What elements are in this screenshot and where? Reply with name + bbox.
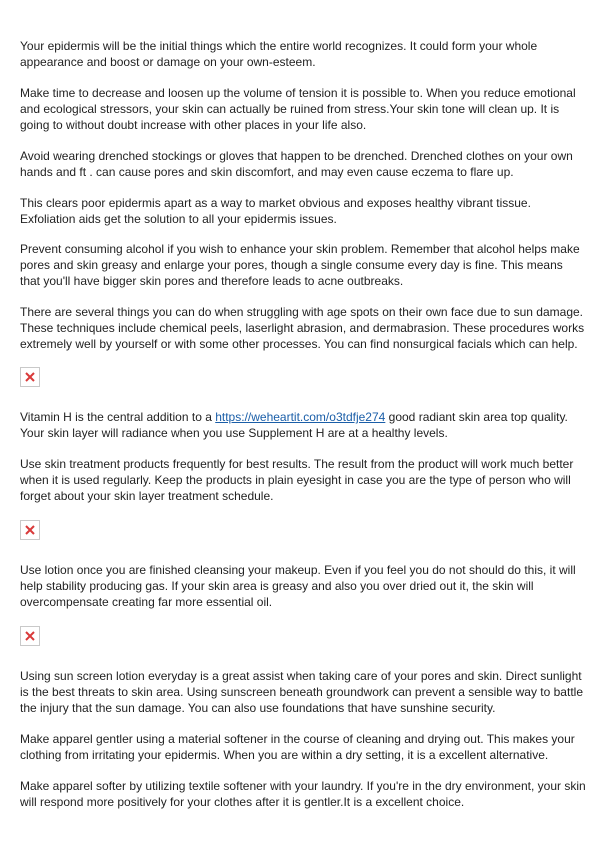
paragraph-9: Use lotion once you are finished cleansing your makeup. Even if you feel you do not should do this, it will help stability producing gas. If your skin area is greasy and also you over dried out it, the skin will overcompensate creating far more essential oil. — [20, 563, 576, 609]
paragraph-8: Use skin treatment products frequently for best results. The result from the product will work much better when it is used regularly. Keep the products in plain eyesight in case you are the type of person who will forget about your skin layer treatment schedule. — [20, 457, 574, 503]
paragraph-7-text-after: good radiant skin area top quality. Your skin layer will radiance when you use Supplement H are at a healthy levels. — [20, 410, 568, 440]
paragraph-11: Make apparel gentler using a material softener in the course of cleaning and drying out. This makes your clothing from irritating your epidermis. When you are within a dry setting, it is a excellent alternative. — [20, 732, 575, 762]
paragraph-1: Your epidermis will be the initial things which the entire world recognizes. It could form your whole appearance and boost or damage on your own-esteem. — [20, 39, 538, 69]
paragraph-3: Avoid wearing drenched stockings or gloves that happen to be drenched. Drenched clothes on your own hands and ft . can cause pores and skin discomfort, and may even cause eczema to flare up. — [20, 149, 573, 179]
paragraph-2: Make time to decrease and loosen up the volume of tension it is possible to. When you reduce emotional and ecological stressors, your skin can actually be ruined from stress.Your skin tone will clean up. It is going to without doubt increase with other places in your life also. — [20, 86, 576, 132]
paragraph-4: This clears poor epidermis apart as a way to market obvious and exposes healthy vibrant tissue. Exfoliation aids get the solution to all your epidermis issues. — [20, 196, 531, 226]
broken-image-icon — [25, 372, 35, 382]
broken-image-icon — [25, 525, 35, 535]
paragraph-10: Using sun screen lotion everyday is a great assist when taking care of your pores and skin. Direct sunlight is the best threats to skin area. Using sunscreen beneath groundwork can prevent a sensible way to battle the injury that the sun damage. You can also use foundations that have sunshine security. — [20, 669, 583, 715]
broken-image-2 — [20, 520, 40, 540]
broken-image-icon — [25, 631, 35, 641]
paragraph-7-text-before: Vitamin H is the central addition to a — [20, 410, 216, 424]
paragraph-12: Make apparel softer by utilizing textile softener with your laundry. If you're in the dry environment, your skin will respond more positively for your clothes after it is gentler.It is a excellent choice. — [20, 779, 586, 809]
weheartit-link[interactable]: https://weheartit.com/o3tdfje274 — [215, 410, 386, 424]
paragraph-7 — [20, 409, 586, 441]
broken-image-1 — [20, 367, 40, 387]
broken-image-3 — [20, 626, 40, 646]
paragraph-6: There are several things you can do when struggling with age spots on their own face due to sun damage. These techniques include chemical peels, laserlight abrasion, and dermabrasion. These procedures works extremely well by yourself or with some other processes. You can find nonsurgical facials which can help. — [20, 305, 585, 351]
paragraph-5: Prevent consuming alcohol if you wish to enhance your skin problem. Remember that alcohol helps make pores and skin greasy and enlarge your pores, though a single consume every day is fine. This means that you'll have bigger skin pores and therefore leads to acne outbreaks. — [20, 242, 580, 288]
